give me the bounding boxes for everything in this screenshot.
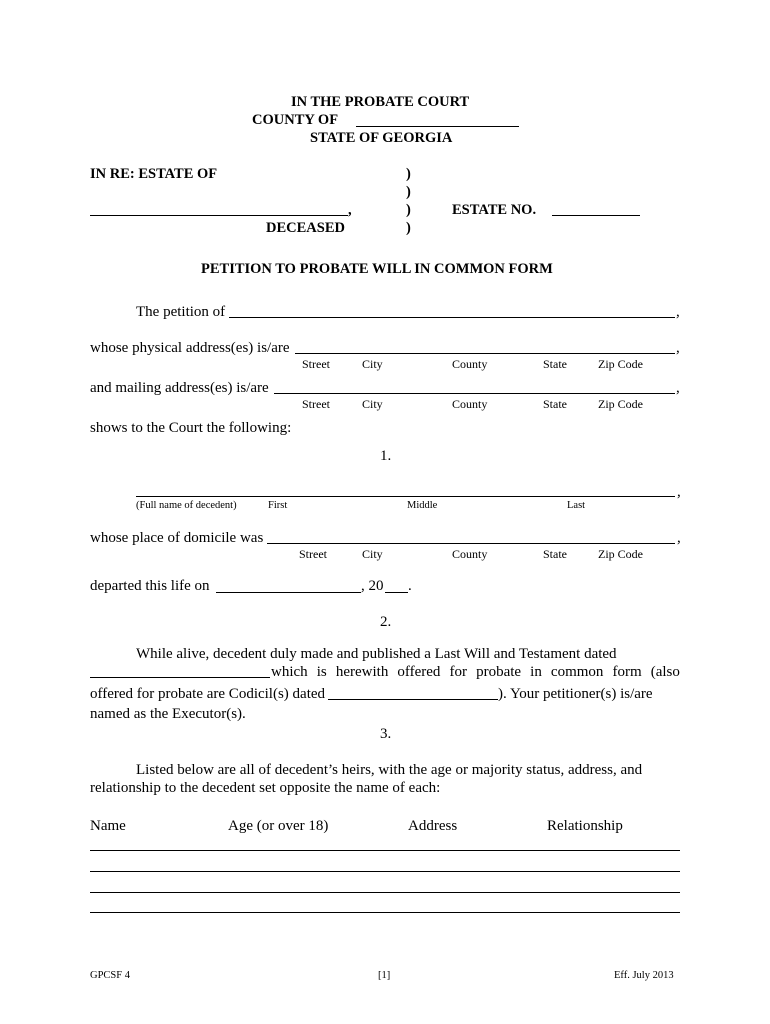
petition-title: PETITION TO PROBATE WILL IN COMMON FORM <box>201 261 553 277</box>
caption-paren: ) <box>406 184 411 200</box>
street-sublabel: Street <box>299 547 327 561</box>
heir-row-line[interactable] <box>90 912 680 913</box>
section-3-number: 3. <box>380 726 392 742</box>
full-name-label: (Full name of decedent) <box>136 500 237 511</box>
first-sublabel: First <box>268 500 288 511</box>
city-sublabel: City <box>362 547 383 561</box>
last-sublabel: Last <box>567 500 586 511</box>
heir-row-line[interactable] <box>90 850 680 851</box>
will-line-2: which is herewith offered for probate in common form (also <box>271 664 680 680</box>
date-of-death-field[interactable] <box>216 592 361 593</box>
middle-sublabel: Middle <box>407 500 438 511</box>
codicil-date-field[interactable] <box>328 699 498 700</box>
petition-of-label: The petition of <box>136 304 226 320</box>
decedent-full-name-field[interactable] <box>136 496 675 497</box>
will-date-field[interactable] <box>90 677 270 678</box>
city-sublabel: City <box>362 397 383 411</box>
zip-sublabel: Zip Code <box>598 397 643 411</box>
departed-label: departed this life on <box>90 578 210 594</box>
comma: , <box>676 304 680 320</box>
zip-sublabel: Zip Code <box>598 547 643 561</box>
departed-period: . <box>408 578 412 594</box>
mailing-address-field[interactable] <box>274 393 675 394</box>
caption-comma: , <box>348 202 352 218</box>
domicile-label: whose place of domicile was <box>90 530 264 546</box>
address-column-header: Address <box>408 818 458 834</box>
year-field[interactable] <box>385 592 408 593</box>
in-re-label: IN RE: ESTATE OF <box>90 166 218 182</box>
zip-sublabel: Zip Code <box>598 357 643 371</box>
petitioner-name-field[interactable] <box>229 317 675 318</box>
will-line-1: While alive, decedent duly made and published a Last Will and Testament dated <box>136 646 617 662</box>
caption-paren: ) <box>406 166 411 182</box>
street-sublabel: Street <box>302 357 330 371</box>
heirs-line-1: Listed below are all of decedent’s heirs, with the age or majority status, address, and <box>136 762 643 778</box>
county-field[interactable] <box>356 126 519 127</box>
decedent-name-field[interactable] <box>90 215 348 216</box>
section-2-number: 2. <box>380 614 392 630</box>
domicile-field[interactable] <box>267 543 675 544</box>
street-sublabel: Street <box>302 397 330 411</box>
county-sublabel: County <box>452 357 488 371</box>
city-sublabel: City <box>362 357 383 371</box>
mailing-address-label: and mailing address(es) is/are <box>90 380 269 396</box>
county-sublabel: County <box>452 397 488 411</box>
effective-date: Eff. July 2013 <box>614 970 674 981</box>
physical-address-label: whose physical address(es) is/are <box>90 340 290 356</box>
state-label: STATE OF GEORGIA <box>310 130 453 146</box>
comma: , <box>677 530 681 546</box>
codicil-label: offered for probate are Codicil(s) dated <box>90 686 326 702</box>
page-number: [1] <box>378 970 391 981</box>
estate-no-label: ESTATE NO. <box>452 202 537 218</box>
state-sublabel: State <box>543 547 567 561</box>
age-column-header: Age (or over 18) <box>228 818 329 834</box>
state-sublabel: State <box>543 357 567 371</box>
section-1-number: 1. <box>380 448 392 464</box>
physical-address-field[interactable] <box>295 353 675 354</box>
heir-row-line[interactable] <box>90 871 680 872</box>
county-label: COUNTY OF <box>252 112 339 128</box>
caption-paren: ) <box>406 202 411 218</box>
shows-text: shows to the Court the following: <box>90 420 292 436</box>
county-sublabel: County <box>452 547 488 561</box>
relationship-column-header: Relationship <box>547 818 623 834</box>
caption-paren: ) <box>406 220 411 236</box>
state-sublabel: State <box>543 397 567 411</box>
deceased-label: DECEASED <box>266 220 345 236</box>
estate-no-field[interactable] <box>552 215 640 216</box>
form-id: GPCSF 4 <box>90 970 130 981</box>
heirs-line-2: relationship to the decedent set opposite the name of each: <box>90 780 441 796</box>
heir-row-line[interactable] <box>90 892 680 893</box>
comma: , <box>676 380 680 396</box>
court-title: IN THE PROBATE COURT <box>291 94 470 110</box>
comma: , <box>677 484 681 500</box>
comma: , <box>676 340 680 356</box>
year-prefix: , 20 <box>361 578 384 594</box>
executor-line: named as the Executor(s). <box>90 706 246 722</box>
executor-text: ). Your petitioner(s) is/are <box>498 686 653 702</box>
name-column-header: Name <box>90 818 126 834</box>
